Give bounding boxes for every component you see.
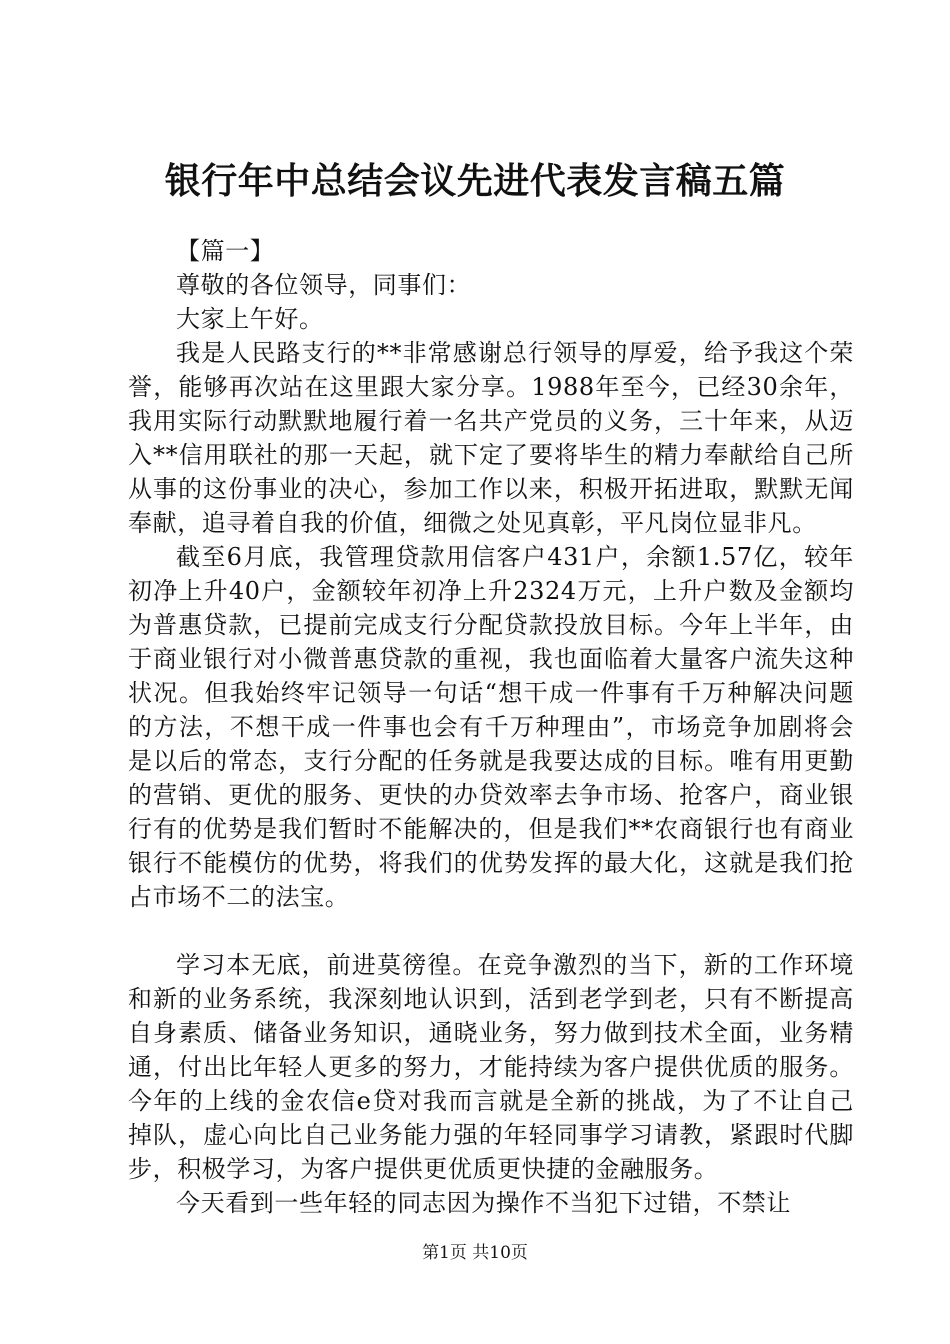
page-footer: 第1页 共10页: [422, 1243, 528, 1263]
document-title: 银行年中总结会议先进代表发言稿五篇: [164, 161, 786, 202]
greeting: 大家上午好。: [176, 305, 324, 333]
salutation: 尊敬的各位领导，同事们：: [176, 271, 472, 299]
paragraph-introduction: 我是人民路支行的**非常感谢总行领导的厚爱，给予我这个荣誉，能够再次站在这里跟大家分享。1988年至今，已经30余年，我用实际行动默默地履行着一名共产党员的义务，三十年来，从迈入**信用联社的那一天起，就下定了要将毕生的精力奉献给自己所从事的这份事业的决心，参加工作以来，积极开拓进取，默默无闻奉献，追寻着自我的价值，细微之处见真彰，平凡岗位显非凡。: [128, 339, 854, 537]
paragraph-learning: 学习本无底，前进莫徬徨。在竞争激烈的当下，新的工作环境和新的业务系统，我深刻地认识到，活到老学到老，只有不断提高自身素质、储备业务知识，通晓业务，努力做到技术全面，业务精通，付出比年轻人更多的努力，才能持续为客户提供优质的服务。今年的上线的金农信e贷对我而言就是全新的挑战，为了不让自己掉队，虚心向比自己业务能力强的年轻同事学习请教，紧跟时代脚步，积极学习，为客户提供更优质更快捷的金融服务。: [128, 951, 854, 1183]
paragraph-performance: 截至6月底，我管理贷款用信客户431户，余额1.57亿，较年初净上升40户，金额较年初净上升2324万元，上升户数及金额均为普惠贷款，已提前完成支行分配贷款投放目标。今年上半年，由于商业银行对小微普惠贷款的重视，我也面临着大量客户流失这种状况。但我始终牢记领导一句话“想干成一件事有千万种解决问题的方法，不想干成一件事也会有千万种理由”，市场竞争加剧将会是以后的常态，支行分配的任务就是我要达成的目标。唯有用更勤的营销、更优的服务、更快的办贷效率去争市场、抢客户，商业银行有的优势是我们暂时不能解决的，但是我们**农商银行也有商业银行不能模仿的优势，将我们的优势发挥的最大化，这就是我们抢占市场不二的法宝。: [128, 543, 854, 911]
paragraph-closing-partial: 今天看到一些年轻的同志因为操作不当犯下过错，不禁让: [176, 1189, 791, 1217]
document-body: [128, 234, 854, 1220]
section-heading: 【篇一】: [176, 237, 275, 265]
